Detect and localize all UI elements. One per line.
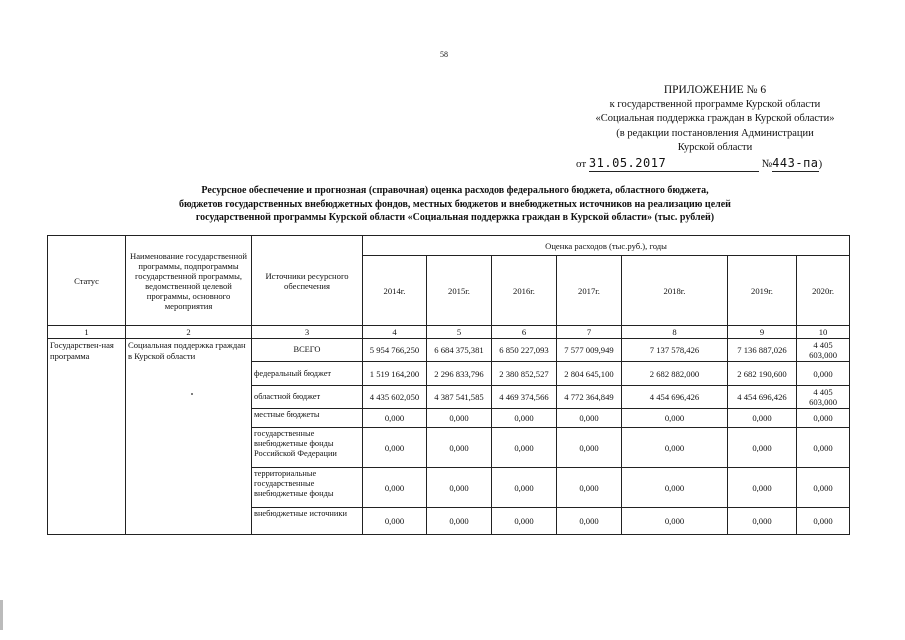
date-prefix: от — [576, 157, 587, 170]
scan-edge-mark — [0, 600, 3, 630]
value-cell: 2 804 645,100 — [557, 362, 622, 386]
header-status: Статус — [48, 236, 126, 326]
document-title — [140, 184, 770, 225]
column-number: 4 — [363, 326, 427, 339]
title-line: государственной программы Курской области «Социальная поддержка граждан в Курской области» (тыс. рублей) — [195, 212, 715, 223]
value-cell: 0,000 — [622, 409, 728, 428]
appendix-date: 31.05.2017 — [588, 155, 667, 170]
value-cell: 2 682 882,000 — [622, 362, 728, 386]
value-cell: 0,000 — [492, 508, 557, 535]
value-cell: 0,000 — [622, 428, 728, 468]
value-cell: 4 454 696,426 — [622, 386, 728, 409]
value-cell: 2 380 852,527 — [492, 362, 557, 386]
column-number: 7 — [557, 326, 622, 339]
value-cell: 0,000 — [557, 409, 622, 428]
value-cell: 7 577 009,949 — [557, 339, 622, 362]
date-underline — [589, 156, 759, 173]
value-cell: 4 772 364,849 — [557, 386, 622, 409]
appendix-header — [560, 83, 870, 172]
value-cell: 7 136 887,026 — [728, 339, 797, 362]
value-cell: 0,000 — [427, 409, 492, 428]
value-cell: 0,000 — [427, 468, 492, 508]
value-cell: 0,000 — [492, 409, 557, 428]
value-cell: 4 387 541,585 — [427, 386, 492, 409]
value-cell: 2 296 833,796 — [427, 362, 492, 386]
value-cell: 0,000 — [728, 428, 797, 468]
value-cell: 2 682 190,600 — [728, 362, 797, 386]
column-number: 1 — [48, 326, 126, 339]
column-number: 8 — [622, 326, 728, 339]
value-cell: 0,000 — [363, 428, 427, 468]
value-cell: 4 405 603,000 — [797, 386, 850, 409]
column-number: 9 — [728, 326, 797, 339]
value-cell: 4 405 603,000 — [797, 339, 850, 362]
source-cell: внебюджетные источники — [252, 508, 363, 535]
header-year: 2018г. — [622, 256, 728, 326]
value-cell: 0,000 — [797, 508, 850, 535]
column-number: 2 — [126, 326, 252, 339]
source-cell: ВСЕГО — [252, 339, 363, 362]
value-cell: 0,000 — [728, 468, 797, 508]
value-cell: 0,000 — [622, 508, 728, 535]
value-cell: 0,000 — [363, 409, 427, 428]
value-cell: 0,000 — [728, 508, 797, 535]
value-cell: 0,000 — [797, 468, 850, 508]
appendix-date-line — [560, 156, 870, 173]
source-cell: федеральный бюджет — [252, 362, 363, 386]
value-cell: 0,000 — [557, 468, 622, 508]
source-cell: областной бюджет — [252, 386, 363, 409]
source-cell: местные бюджеты — [252, 409, 363, 428]
value-cell: 0,000 — [492, 428, 557, 468]
value-cell: 0,000 — [427, 428, 492, 468]
value-cell: 0,000 — [728, 409, 797, 428]
value-cell: 0,000 — [797, 409, 850, 428]
value-cell: 0,000 — [557, 428, 622, 468]
appendix-number: 443-па — [772, 155, 819, 170]
page-number: 58 — [440, 50, 448, 59]
title-line: Ресурсное обеспечение и прогнозная (справочная) оценка расходов федерального бюджета, областного бюджета, — [201, 185, 709, 196]
header-year: 2020г. — [797, 256, 850, 326]
column-number: 5 — [427, 326, 492, 339]
value-cell: 6 684 375,381 — [427, 339, 492, 362]
header-year: 2015г. — [427, 256, 492, 326]
appendix-line: Курской области — [677, 142, 753, 153]
value-cell: 0,000 — [427, 508, 492, 535]
value-cell: 0,000 — [797, 362, 850, 386]
value-cell: 0,000 — [363, 468, 427, 508]
source-cell: государственные внебюджетные фонды Российской Федерации — [252, 428, 363, 468]
value-cell: 6 850 227,093 — [492, 339, 557, 362]
status-cell: Государствен-ная программа — [48, 339, 126, 535]
scan-speck — [191, 393, 193, 395]
header-year: 2019г. — [728, 256, 797, 326]
source-cell: территориальные государственные внебюджетные фонды — [252, 468, 363, 508]
value-cell: 4 454 696,426 — [728, 386, 797, 409]
header-estimate: Оценка расходов (тыс.руб.), годы — [363, 236, 850, 256]
number-prefix: № — [761, 157, 773, 170]
appendix-line: (в редакции постановления Администрации — [616, 127, 814, 139]
column-number: 3 — [252, 326, 363, 339]
header-year: 2014г. — [363, 256, 427, 326]
header-sources: Источники ресурсного обеспечения — [252, 236, 363, 326]
header-name: Наименование государственной программы, подпрограммы государственной программы, ведомственной целевой программы, основного мероприятия — [126, 236, 252, 326]
column-number: 6 — [492, 326, 557, 339]
value-cell: 4 435 602,050 — [363, 386, 427, 409]
value-cell: 7 137 578,426 — [622, 339, 728, 362]
value-cell: 0,000 — [492, 468, 557, 508]
appendix-line: к государственной программе Курской области — [609, 98, 821, 110]
value-cell: 0,000 — [622, 468, 728, 508]
value-cell: 4 469 374,566 — [492, 386, 557, 409]
value-cell: 0,000 — [557, 508, 622, 535]
column-number: 10 — [797, 326, 850, 339]
value-cell: 5 954 766,250 — [363, 339, 427, 362]
value-cell: 1 519 164,200 — [363, 362, 427, 386]
appendix-line: «Социальная поддержка граждан в Курской области» — [595, 113, 835, 124]
closing-paren: ) — [818, 157, 823, 170]
title-line: бюджетов государственных внебюджетных фондов, местных бюджетов и внебюджетных источников на реализацию целей — [179, 198, 731, 210]
value-cell: 0,000 — [363, 508, 427, 535]
resource-table — [47, 235, 850, 535]
value-cell: 0,000 — [797, 428, 850, 468]
appendix-title: ПРИЛОЖЕНИЕ № 6 — [663, 84, 767, 96]
program-name-cell: Социальная поддержка граждан в Курской области — [126, 339, 252, 535]
header-year: 2017г. — [557, 256, 622, 326]
header-year: 2016г. — [492, 256, 557, 326]
